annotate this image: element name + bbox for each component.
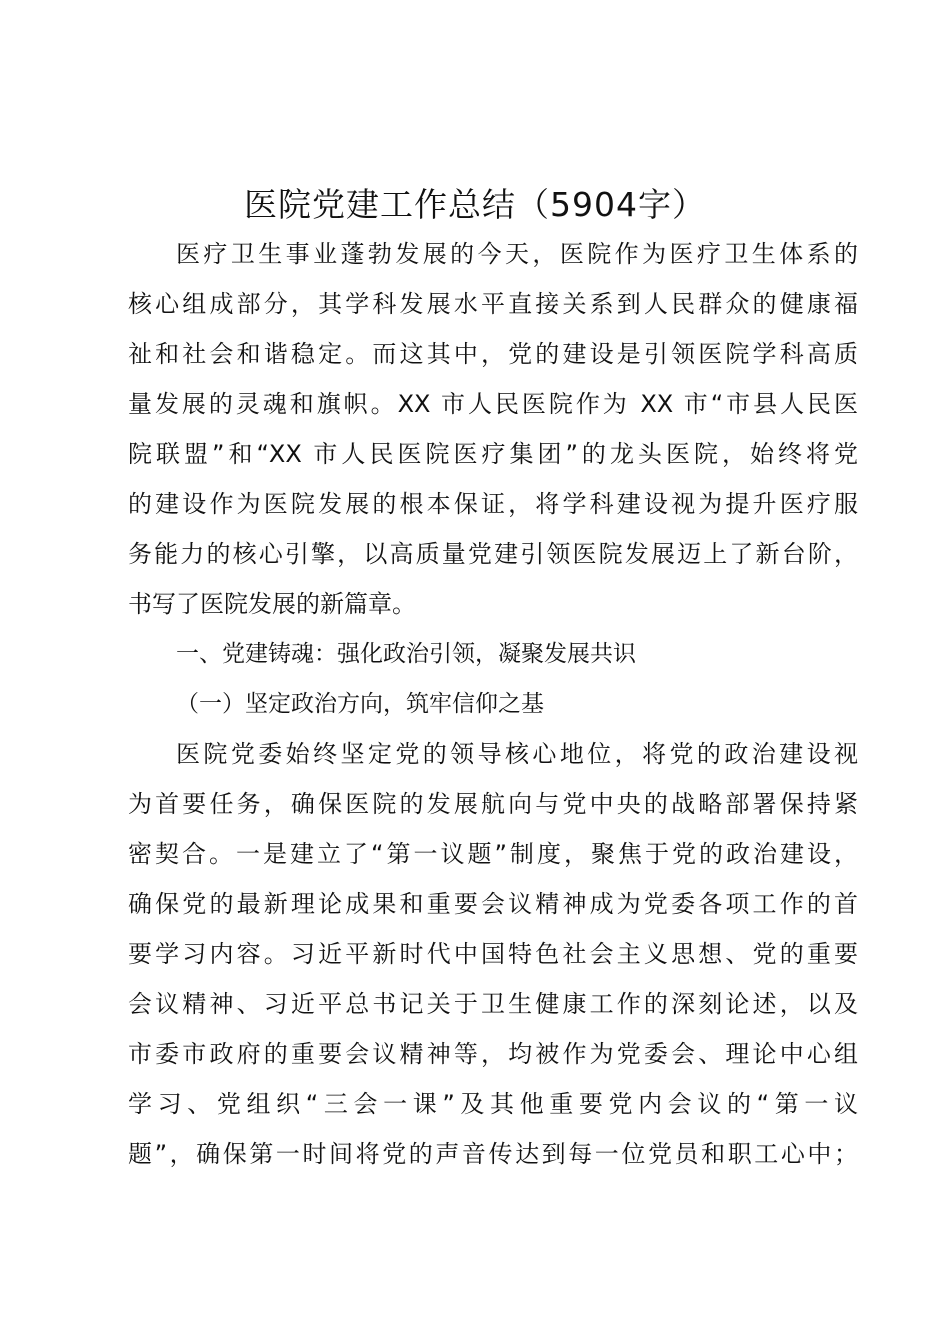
text-line: 要学习内容。习近平新时代中国特色社会主义思想、党的重要 xyxy=(128,940,858,968)
document-title: 医院党建工作总结（5904字） xyxy=(244,185,706,224)
section-heading: 一、党建铸魂：强化政治引领，凝聚发展共识 xyxy=(176,641,636,667)
text-line: 医院党委始终坚定党的领导核心地位，将党的政治建设视 xyxy=(176,740,858,768)
text-line: 题”，确保第一时间将党的声音传达到每一位党员和职工心中； xyxy=(128,1140,858,1168)
text-line: 会议精神、习近平总书记关于卫生健康工作的深刻论述，以及 xyxy=(128,990,858,1018)
text-line: 书写了医院发展的新篇章。 xyxy=(128,590,416,618)
text-line: 为首要任务，确保医院的发展航向与党中央的战略部署保持紧 xyxy=(128,790,858,818)
text-line: 市委市政府的重要会议精神等，均被作为党委会、理论中心组 xyxy=(128,1040,858,1068)
text-line: 核心组成部分，其学科发展水平直接关系到人民群众的健康福 xyxy=(128,290,858,318)
text-line: 院联盟”和“XX 市人民医院医疗集团”的龙头医院，始终将党 xyxy=(128,440,858,468)
text-line: 的建设作为医院发展的根本保证，将学科建设视为提升医疗服 xyxy=(128,490,858,518)
subsection-heading: （一）坚定政治方向，筑牢信仰之基 xyxy=(176,691,544,717)
text-line: 务能力的核心引擎，以高质量党建引领医院发展迈上了新台阶， xyxy=(128,540,858,568)
text-line: 确保党的最新理论成果和重要会议精神成为党委各项工作的首 xyxy=(128,890,858,918)
intro-paragraph xyxy=(128,229,858,629)
text-line: 量发展的灵魂和旗帜。XX 市人民医院作为 XX 市“市县人民医 xyxy=(128,390,858,418)
text-line: 祉和社会和谐稳定。而这其中，党的建设是引领医院学科高质 xyxy=(128,340,858,368)
body-paragraph xyxy=(128,729,858,1179)
text-line: 医疗卫生事业蓬勃发展的今天，医院作为医疗卫生体系的 xyxy=(176,240,858,268)
text-line: 密契合。一是建立了“第一议题”制度，聚焦于党的政治建设， xyxy=(128,840,858,868)
text-line: 学习、党组织“三会一课”及其他重要党内会议的“第一议 xyxy=(128,1090,858,1118)
